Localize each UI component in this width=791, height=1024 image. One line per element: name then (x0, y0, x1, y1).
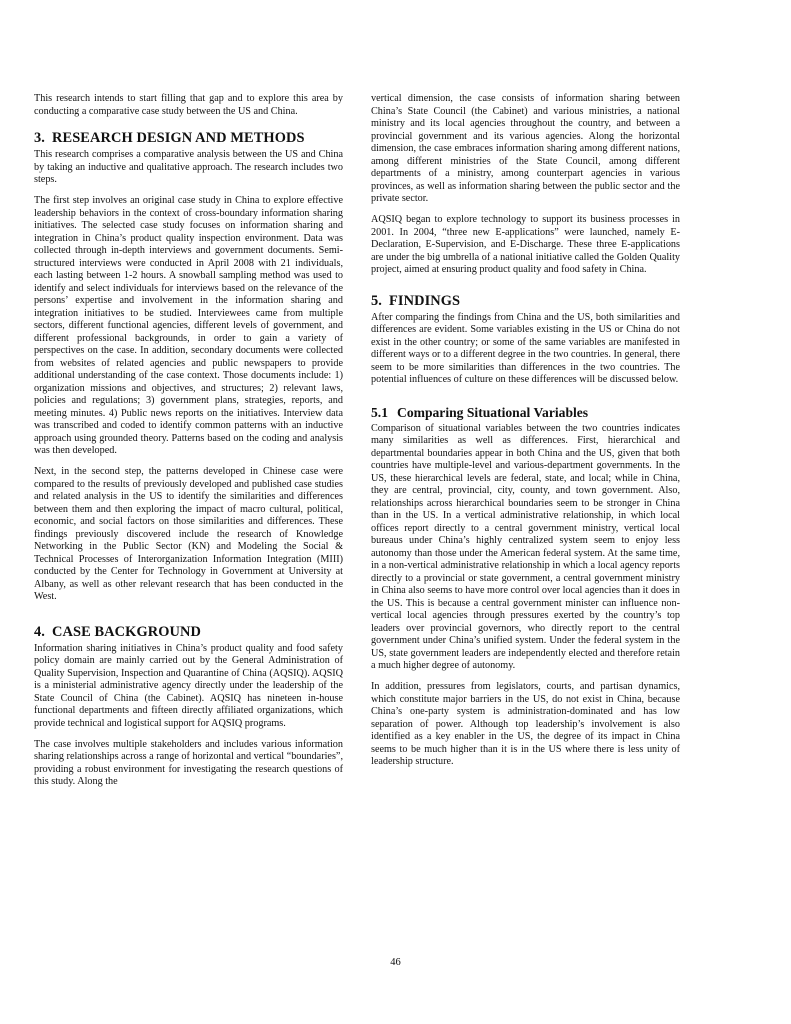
section-5-heading (371, 293, 680, 309)
section-3-heading (34, 130, 343, 146)
section-3-number: 3. (34, 130, 45, 146)
section-4-paragraph-2: The case involves multiple stakeholders and includes various information sharing relationships across a range of horizontal and vertical “boundaries”, providing a robust environment for investigating the research questions of this study. Along the (34, 738, 343, 787)
section-4-title: CASE BACKGROUND (52, 623, 202, 640)
section-5-1-title: Comparing Situational Variables (397, 404, 589, 420)
aqsiq-paragraph: AQSIQ began to explore technology to support its business processes in 2001. In 2004, “three new E-applications” were launched, namely E-Declaration, E-Supervision, and E-Discharge. These three E-applications are under the big umbrella of a national initiative called the Golden Quality project, aimed at ensuring product quality and food safety in China. (371, 214, 680, 275)
section-3-title: RESEARCH DESIGN AND METHODS (52, 130, 305, 146)
section-4-heading (34, 624, 343, 640)
section-4-paragraph-1: Information sharing initiatives in China’s product quality and food safety policy domain are mainly carried out by the General Administration of Quality Supervision, Inspection and Quarantine of China (AQSIQ). AQSIQ is a ministerial administrative agency directly under the leadership of the State Council of China (the Cabinet). AQSIQ has nineteen in-house functional departments and fifteen directly affiliated organizations, which provide technical and logistical support for AQSIQ programs. (34, 642, 343, 729)
section-4-number: 4. (34, 623, 45, 640)
intro-paragraph: This research intends to start filling that gap and to explore this area by conducting a comparative case study between the US and China. (34, 93, 343, 117)
page-number: 46 (390, 957, 401, 968)
section-5-1-paragraph-2: In addition, pressures from legislators, courts, and partisan dynamics, which constitute major barriers in the US, do not exist in China, because China’s one-party system is administration-dominated and has low separation of power. Although top leadership’s involvement is also identified as a key enabler in the US, the degree of its impact in China seems to be much higher than it is in the US where there is less unity of leadership structure. (371, 681, 680, 767)
section-5-title: FINDINGS (389, 292, 461, 309)
right-column (371, 93, 680, 777)
section-5-1-paragraph-1: Comparison of situational variables between the two countries indicates many similarities as well as differences. First, hierarchical and departmental boundaries appear in both China and the US, given that both countries have multiple-level and various-department governments. In the US, these hierarchical levels are federal, state, and local; while in China, they are central, provincial, city, county, and town government. Also, relationships across hierarchical boundaries seem to be stronger in China than in the US. In a vertical administrative relationship, in which local offices report directly to a central government ministry, vertical local bureaus under China’s highly centralized system seem to enjoy less autonomy than those under the American federal system. At the same time, in a non-vertical administrative relationship in which a local agency reports directly to a provincial or state government, a central government ministry in China also seems to have more control over local agencies than it does in the US. This is because a central government minister can influence non-vertical local agencies through pressures exerted by the country’s top leaders over provincial governors, who directly report to the central government under China’s unified system. Under the federal system in the US, state government leaders are independently elected and therefore retain a much higher degree of autonomy. (371, 422, 680, 671)
section-3-paragraph-1: This research comprises a comparative analysis between the US and China by taking an inductive and qualitative approach. The research includes two steps. (34, 149, 343, 185)
section-3-paragraph-3: Next, in the second step, the patterns developed in Chinese case were compared to the results of previously developed and published case studies and related analysis in the US to identify the similarities and differences between them and then exploring the impact of macro cultural, political, economic, and social factors on those similarities and differences. These findings previously discovered include the research of Knowledge Networking in the Public Sector (KN) and Modeling the Social & Technical Processes of Interorganization Information Integration (MIII) conducted by the Center for Technology in Government at University at Albany, as well as other relevant research that has been conducted in the West. (34, 466, 343, 602)
section-5-1-heading (371, 405, 680, 420)
section-5-number: 5. (371, 292, 382, 309)
section-5-1-number: 5.1 (371, 404, 388, 420)
continued-paragraph: vertical dimension, the case consists of information sharing between China’s State Council (the Cabinet) and various ministries, a national ministry and its local agencies throughout the country, and between a provincial government and its various agencies. Along the horizontal dimension, the case embraces information sharing among different nations, among different ministries of the State Council, among different departments of a ministry, among counterpart agencies in various provinces, as well as information sharing between the public sector and the private sector. (371, 93, 680, 204)
section-5-paragraph-1: After comparing the findings from China and the US, both similarities and differences are evident. Some variables existing in the US or China do not exist in the other country; or some of the same variables are manifested in different ways or to a different degree in the two countries. In general, there seem to be more similarities than differences in the two countries. The potential influences of culture on these differences will be discussed below. (371, 311, 680, 385)
section-3-paragraph-2: The first step involves an original case study in China to explore effective leadership behaviors in the context of cross-boundary information sharing initiatives. The selected case study focuses on information sharing and integration in China’s product quality inspection environment. Data was collected through in-depth interviews and government documents. Semi-structured interviews were conducted in April 2008 with 21 individuals, each lasting between 1-2 hours. A snowball sampling method was used to identify and select individuals for interviews based on the relevance of the persons’ expertise and involvement in the information sharing and integration initiatives to be studied. Interviewees came from multiple sectors, different functional agencies, different levels of government, and different professional backgrounds, in order to gain a variety of perspectives on the case. In addition, secondary documents were collected from websites of related agencies and public newspapers to provide additional understanding of the case context. Those documents include: 1) organization missions and objectives, and structures; 2) relevant laws, policies and regulations; 3) government plans, strategies, reports, and meeting minutes. 4) Public news reports on the initiatives. Interview data was transcribed and coded to identify common patterns with an inductive approach using grounded theory. Patterns based on the coding and analysis was then developed. (34, 195, 343, 456)
left-column (34, 93, 343, 797)
